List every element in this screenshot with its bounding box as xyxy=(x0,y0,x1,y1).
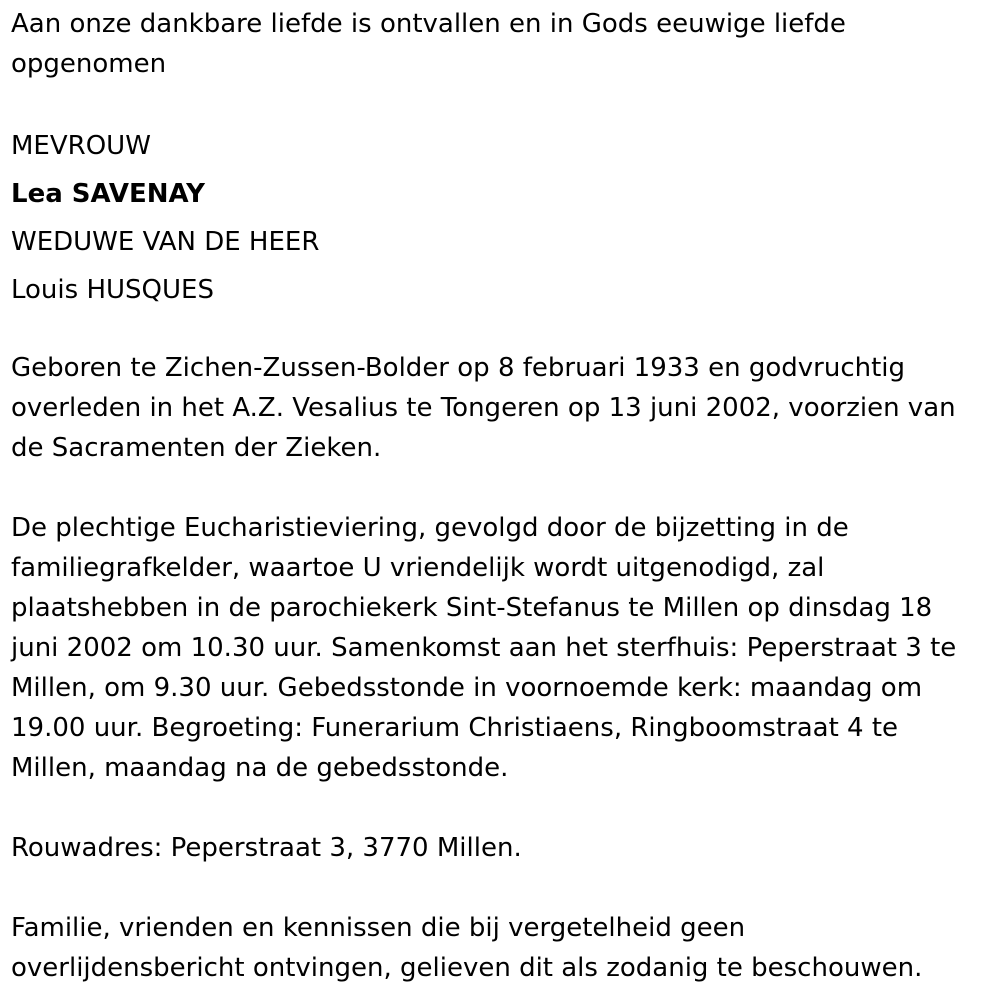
birth-death-paragraph: Geboren te Zichen-Zussen-Bolder op 8 februari 1933 en godvruchtig overleden in het A.Z. Vesalius te Tongeren op 13 juni 2002, voorzien van de Sacramenten der Zieken. xyxy=(11,353,956,463)
spouse-name: Louis HUSQUES xyxy=(11,275,214,305)
relation-text: WEDUWE VAN DE HEER xyxy=(11,227,320,257)
intro-text: Aan onze dankbare liefde is ontvallen en in Gods eeuwige liefde opgenomen xyxy=(11,9,846,79)
obituary-notice xyxy=(11,4,981,988)
closing-paragraph: Familie, vrienden en kennissen die bij vergetelheid geen overlijdensbericht ontvingen, gelieven dit als zodanig te beschouwen. xyxy=(11,913,923,983)
ceremony-paragraph: De plechtige Eucharistieviering, gevolgd door de bijzetting in de familiegrafkelder, waartoe U vriendelijk wordt uitgenodigd, zal plaatshebben in de parochiekerk Sint-Stefanus te Millen op dinsdag 18 juni 2002 om 10.30 uur. Samenkomst aan het sterfhuis: Peperstraat 3 te Millen, om 9.30 uur. Gebedsstonde in voornoemde kerk: maandag om 19.00 uur. Begroeting: Funerarium Christiaens, Ringboomstraat 4 te Millen, maandag na de gebedsstonde. xyxy=(11,513,957,783)
mourning-address: Rouwadres: Peperstraat 3, 3770 Millen. xyxy=(11,833,522,863)
deceased-name: Lea SAVENAY xyxy=(11,179,205,209)
title-prefix: MEVROUW xyxy=(11,131,151,161)
deceased-block xyxy=(11,122,981,314)
